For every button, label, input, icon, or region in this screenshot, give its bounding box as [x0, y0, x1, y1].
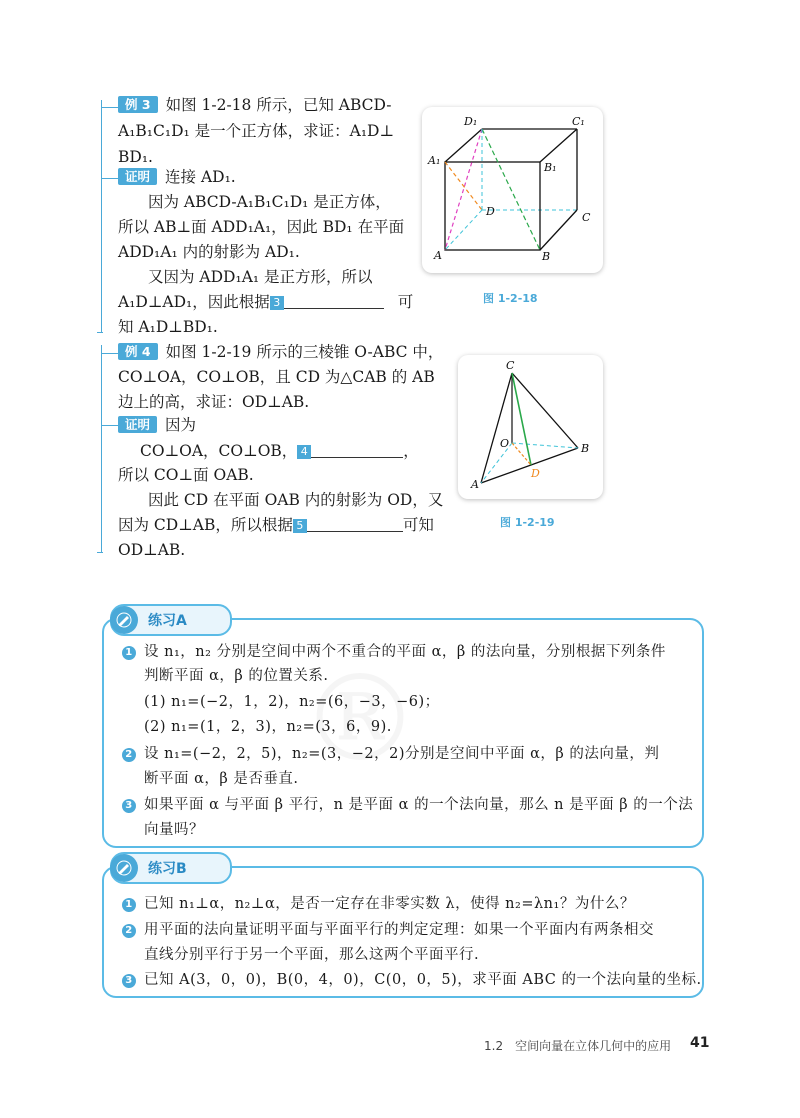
- example3-line-2: A₁B₁C₁D₁ 是一个正方体，求证：A₁D⊥: [118, 122, 395, 140]
- blank-5-answer-line[interactable]: [307, 517, 403, 532]
- example4-margin-bar: [101, 345, 102, 552]
- example4-line-3: 边上的高，求证：OD⊥AB.: [118, 393, 310, 411]
- label-C: C: [582, 211, 591, 224]
- blank-3-answer-line[interactable]: [284, 294, 384, 309]
- proof4-badge: 证明: [118, 416, 157, 433]
- exercise-a-item-1-line-3: (1) n₁=(−2，1，2)，n₂=(6，−3，−6)；: [144, 694, 440, 710]
- example4-badge: 例 4: [118, 343, 158, 360]
- exercise-a-item-1-line-4: (2) n₁=(1，2，3)，n₂=(3，6，9).: [144, 719, 392, 735]
- exercise-a-item-1-line-2: 判断平面 α，β 的位置关系.: [144, 668, 329, 684]
- exercise-b-item-1: 1 已知 n₁⊥α，n₂⊥α，是否一定存在非零实数 λ，使得 n₂=λn₁？为什么？: [122, 892, 635, 916]
- exercise-b-tab: [110, 852, 232, 884]
- proof3-line-3: 所以 AB⊥面 ADD₁A₁，因此 BD₁ 在平面: [118, 218, 405, 236]
- figure-1-2-18-card: [422, 107, 603, 273]
- label-D: D: [486, 205, 495, 218]
- item-number-badge: 3: [122, 974, 136, 988]
- proof4-line-3: 所以 CO⊥面 OAB.: [118, 466, 254, 484]
- proof3-line-1: 证明 连接 AD₁.: [118, 165, 236, 189]
- blank-4-answer-line[interactable]: [311, 443, 403, 458]
- label-D1: D₁: [464, 115, 478, 128]
- label-B: B: [581, 442, 590, 455]
- example4-line-1: 例 4 如图 1-2-19 所示的三棱锥 O-ABC 中，: [118, 340, 443, 364]
- exercise-a-item-2-line-2: 断平面 α，β 是否垂直.: [144, 771, 299, 787]
- exercise-b-item-3: 3 已知 A(3，0，0)，B(0，4，0)，C(0，0，5)，求平面 ABC 的一个法向量的坐标.: [122, 968, 702, 992]
- figure-1-2-18-caption: 图 1-2-18: [483, 292, 538, 305]
- label-A1: A₁: [428, 154, 441, 167]
- item-number-badge: 1: [122, 898, 136, 912]
- label-O: O: [500, 437, 510, 450]
- example3-margin-bar: [101, 100, 102, 332]
- item-number-badge: 2: [122, 748, 136, 762]
- example3-badge: 例 3: [118, 96, 158, 113]
- example3-end-rule: [97, 332, 103, 333]
- cube-diagram: [422, 107, 603, 273]
- example4-line-2: CO⊥OA，CO⊥OB，且 CD 为△CAB 的 AB: [118, 368, 435, 386]
- proof4-line-6: OD⊥AB.: [118, 541, 186, 559]
- blank-3-number: 3: [270, 296, 284, 310]
- item-number-badge: 3: [122, 799, 136, 813]
- proof3-line-7: 知 A₁D⊥BD₁.: [118, 318, 218, 336]
- exercise-b-item-2-line-1: 2 用平面的法向量证明平面与平面平行的判定定理：如果一个平面内有两条相交: [122, 918, 654, 942]
- label-A: A: [471, 478, 479, 491]
- page-number: 41: [690, 1035, 710, 1051]
- proof3-badge: 证明: [118, 168, 157, 185]
- proof4-line-5: 因为 CD⊥AB，所以根据 5 可知: [118, 516, 434, 534]
- blank-5-number: 5: [293, 519, 307, 533]
- pencil-icon: [110, 606, 138, 634]
- footer-section-title: 1.2 空间向量在立体几何中的应用: [484, 1039, 672, 1053]
- proof3-line-2: 因为 ABCD-A₁B₁C₁D₁ 是正方体，: [148, 193, 391, 211]
- exercise-b-item-2-line-2: 直线分别平行于另一个平面，那么这两个平面平行.: [144, 947, 480, 963]
- label-A: A: [434, 249, 442, 262]
- item-number-badge: 1: [122, 646, 136, 660]
- label-D: D: [531, 467, 540, 480]
- pencil-icon: [110, 854, 138, 882]
- exercise-a-title: 练习A: [148, 613, 187, 629]
- tetrahedron-diagram: [458, 355, 603, 499]
- exercise-a-item-3-line-2: 向量吗？: [144, 822, 204, 838]
- proof3-line-4: ADD₁A₁ 内的射影为 AD₁.: [118, 243, 300, 261]
- exercise-a-item-1-line-1: 1 设 n₁，n₂ 分别是空间中两个不重合的平面 α，β 的法向量，分别根据下列条件: [122, 640, 666, 664]
- example4-end-rule: [97, 552, 103, 553]
- proof3-line-5: 又因为 ADD₁A₁ 是正方形，所以: [148, 268, 373, 286]
- proof4-line-2: CO⊥OA，CO⊥OB， 4 ，: [140, 442, 419, 460]
- example3-line-1: 例 3 如图 1-2-18 所示，已知 ABCD-: [118, 93, 391, 117]
- label-C: C: [506, 359, 515, 372]
- exercise-a-item-3-line-1: 3 如果平面 α 与平面 β 平行，n 是平面 α 的一个法向量，那么 n 是平面 β 的一个法: [122, 793, 693, 817]
- proof4-line-4: 因此 CD 在平面 OAB 内的射影为 OD，又: [148, 491, 444, 509]
- label-C1: C₁: [572, 115, 585, 128]
- item-number-badge: 2: [122, 924, 136, 938]
- figure-1-2-19-caption: 图 1-2-19: [500, 516, 555, 529]
- exercise-a-item-2-line-1: 2 设 n₁=(−2，2，5)，n₂=(3，−2，2)分别是空间中平面 α，β 的法向量，判: [122, 742, 659, 766]
- blank-4-number: 4: [297, 445, 311, 459]
- exercise-a-tab: [110, 604, 232, 636]
- exercise-b-title: 练习B: [148, 861, 187, 877]
- proof3-line-6: A₁D⊥AD₁，因此根据 3 可: [118, 293, 414, 311]
- proof4-line-1: 证明 因为: [118, 413, 196, 437]
- example3-line-3: BD₁.: [118, 148, 153, 166]
- label-B1: B₁: [544, 161, 557, 174]
- figure-1-2-19-card: [458, 355, 603, 499]
- label-B: B: [542, 250, 551, 263]
